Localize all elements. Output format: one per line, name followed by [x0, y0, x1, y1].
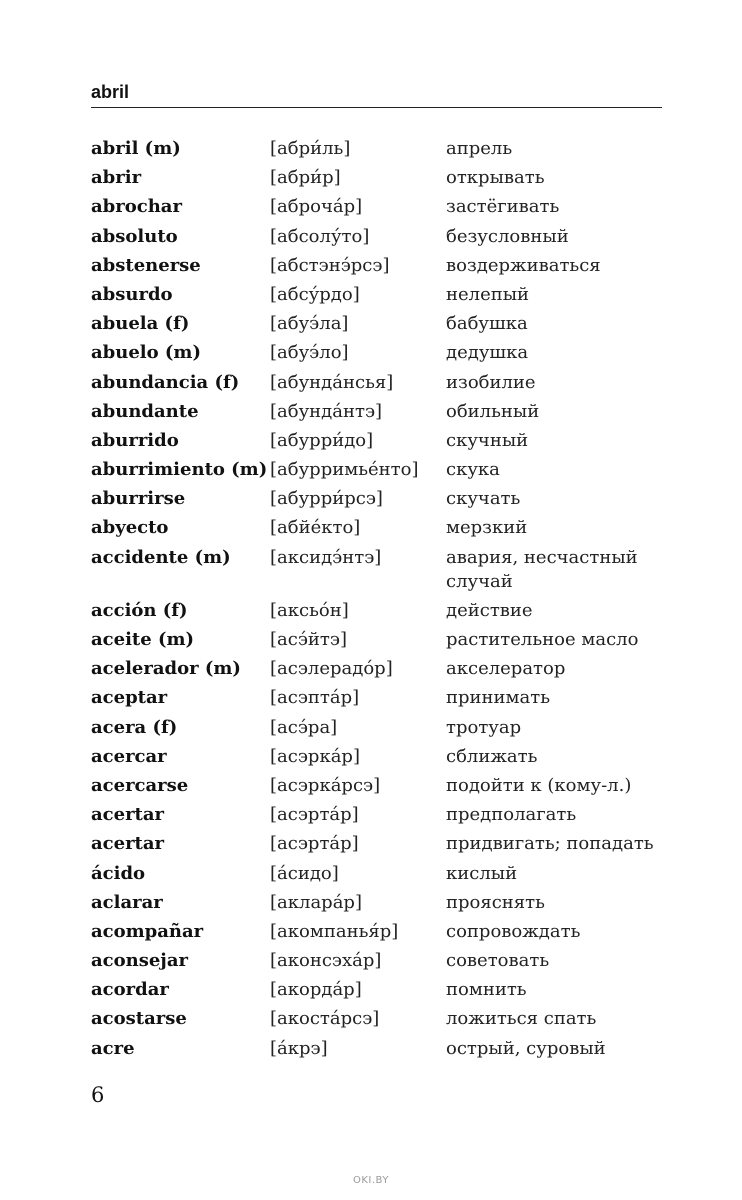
- entry-transcription: [а́сидо]: [270, 862, 339, 884]
- entry-word: abyecto: [91, 517, 169, 539]
- entry-transcription: [аброча́р]: [270, 196, 363, 218]
- dictionary-entry: [91, 657, 671, 681]
- entry-word: acertar: [91, 804, 165, 826]
- entry-word: absurdo: [91, 283, 173, 305]
- entry-translation: скучный: [446, 429, 529, 451]
- entry-transcription: [абуэ́ла]: [270, 313, 349, 335]
- dictionary-entry: [91, 716, 671, 740]
- entry-translation: советовать: [446, 950, 550, 972]
- dictionary-entry: [91, 400, 671, 424]
- entry-word: aceptar: [91, 687, 168, 709]
- entry-translation: действие: [446, 599, 533, 621]
- entry-transcription: [асэлерадо́р]: [270, 658, 393, 680]
- dictionary-entry: [91, 1007, 671, 1031]
- entry-word: aburrirse: [91, 488, 186, 510]
- entry-transcription: [асэрта́р]: [270, 804, 359, 826]
- entry-word: acertar: [91, 833, 165, 855]
- entry-translation: мерзкий: [446, 517, 528, 539]
- entry-transcription: [акомпанья́р]: [270, 920, 399, 942]
- dictionary-entry: [91, 920, 671, 944]
- entry-word: aburrido: [91, 429, 179, 451]
- entry-translation: сопровождать: [446, 920, 581, 942]
- entry-word: aceite (m): [91, 629, 195, 650]
- entry-word: abundancia (f): [91, 371, 240, 393]
- entry-transcription: [абурри́рсэ]: [270, 488, 383, 510]
- entry-transcription: [абурримье́нто]: [270, 459, 419, 481]
- entry-word: acelerador (m): [91, 658, 241, 680]
- dictionary-entry: [91, 487, 671, 511]
- entry-transcription: [абри́р]: [270, 167, 341, 189]
- entry-translation: воздерживаться: [446, 254, 601, 276]
- dictionary-entry: [91, 978, 671, 1002]
- entry-transcription: [асэпта́р]: [270, 687, 360, 709]
- entry-translation: нелепый: [446, 283, 530, 305]
- entry-translation: апрель: [446, 138, 513, 159]
- entry-word: acordar: [91, 979, 169, 1001]
- entry-translation: скука: [446, 459, 500, 481]
- entry-translation: кислый: [446, 862, 518, 884]
- dictionary-entry: [91, 458, 671, 482]
- entry-translation: скучать: [446, 488, 521, 510]
- dictionary-entry: [91, 599, 671, 623]
- entry-word: abril (m): [91, 138, 181, 159]
- dictionary-entry: [91, 283, 671, 307]
- dictionary-entry: [91, 516, 671, 540]
- entry-transcription: [абстэнэ́рсэ]: [270, 254, 390, 276]
- entry-translation: принимать: [446, 687, 551, 709]
- dictionary-entry: [91, 745, 671, 769]
- entry-translation: безусловный: [446, 225, 569, 247]
- dictionary-entry: [91, 803, 671, 827]
- entry-word: aburrimiento (m): [91, 459, 268, 481]
- watermark: OKI.BY: [353, 1175, 389, 1186]
- entry-transcription: [абри́ль]: [270, 138, 351, 159]
- entry-word: abstenerse: [91, 254, 201, 276]
- entry-transcription: [асэ́ра]: [270, 716, 338, 738]
- dictionary-entry: [91, 774, 671, 798]
- entry-transcription: [абсу́рдо]: [270, 283, 360, 305]
- dictionary-entry: [91, 429, 671, 453]
- running-head: abril: [91, 82, 130, 102]
- dictionary-entry: [91, 686, 671, 710]
- entry-transcription: [асэрта́р]: [270, 833, 359, 855]
- entry-word: ácido: [91, 862, 146, 884]
- entry-word: aclarar: [91, 891, 163, 913]
- entry-transcription: [асэрка́рсэ]: [270, 774, 381, 796]
- entry-transcription: [а́крэ]: [270, 1037, 328, 1059]
- entry-translation: изобилие: [446, 371, 536, 393]
- entry-translation: прояснять: [446, 891, 545, 913]
- dictionary-entry: [91, 341, 671, 365]
- entry-translation: бабушка: [446, 313, 528, 335]
- dictionary-entry: [91, 166, 671, 190]
- entry-transcription: [аконсэха́р]: [270, 950, 382, 972]
- entry-word: acompañar: [91, 920, 204, 942]
- dictionary-entry: [91, 195, 671, 219]
- dictionary-entry: [91, 628, 671, 652]
- entry-transcription: [абуэ́ло]: [270, 342, 349, 364]
- entry-word: abundante: [91, 400, 199, 422]
- entry-transcription: [абунда́нтэ]: [270, 400, 383, 422]
- dictionary-entries: [91, 137, 671, 1066]
- entry-word: acera (f): [91, 716, 178, 738]
- header-divider: [91, 107, 662, 108]
- entry-word: acción (f): [91, 599, 188, 621]
- entry-translation: акселератор: [446, 658, 566, 680]
- dictionary-entry: [91, 137, 671, 161]
- entry-translation: растительное масло: [446, 629, 639, 650]
- entry-translation: ложиться спать: [446, 1008, 597, 1030]
- page-number: 6: [91, 1083, 105, 1107]
- dictionary-entry: [91, 949, 671, 973]
- entry-transcription: [абйе́кто]: [270, 517, 361, 539]
- entry-word: acercarse: [91, 774, 189, 796]
- entry-transcription: [акоста́рсэ]: [270, 1008, 380, 1030]
- entry-word: acre: [91, 1037, 135, 1059]
- dictionary-entry: [91, 1037, 671, 1061]
- entry-word: abuelo (m): [91, 342, 201, 364]
- entry-word: accidente (m): [91, 546, 231, 568]
- entry-transcription: [аклара́р]: [270, 891, 362, 913]
- entry-translation: авария, несчастный случай: [446, 546, 638, 592]
- dictionary-entry: [91, 225, 671, 249]
- entry-transcription: [абсолу́то]: [270, 225, 370, 247]
- entry-transcription: [асэ́йтэ]: [270, 629, 347, 650]
- dictionary-entry: [91, 862, 671, 886]
- dictionary-entry: [91, 546, 671, 594]
- entry-word: abuela (f): [91, 313, 190, 335]
- entry-translation: предполагать: [446, 804, 577, 826]
- entry-translation: сближать: [446, 745, 538, 767]
- entry-transcription: [аксидэ́нтэ]: [270, 546, 382, 568]
- entry-word: acercar: [91, 745, 167, 767]
- entry-translation: застёгивать: [446, 196, 560, 218]
- entry-translation: обильный: [446, 400, 540, 422]
- entry-word: aconsejar: [91, 950, 188, 972]
- entry-transcription: [абурри́до]: [270, 429, 374, 451]
- dictionary-entry: [91, 312, 671, 336]
- entry-transcription: [абунда́нсья]: [270, 371, 394, 393]
- entry-translation: подойти к (кому-л.): [446, 774, 632, 796]
- entry-translation: открывать: [446, 167, 545, 189]
- entry-translation: острый, суровый: [446, 1037, 606, 1059]
- entry-word: absoluto: [91, 225, 178, 247]
- entry-word: acostarse: [91, 1008, 187, 1030]
- entry-translation: придвигать; попадать: [446, 833, 654, 855]
- entry-transcription: [акорда́р]: [270, 979, 362, 1001]
- entry-translation: дедушка: [446, 342, 529, 364]
- entry-word: abrochar: [91, 196, 182, 218]
- dictionary-entry: [91, 254, 671, 278]
- entry-translation: тротуар: [446, 716, 522, 738]
- dictionary-entry: [91, 832, 671, 856]
- dictionary-entry: [91, 371, 671, 395]
- entry-transcription: [аксьо́н]: [270, 599, 349, 621]
- entry-translation: помнить: [446, 979, 527, 1001]
- entry-word: abrir: [91, 167, 142, 189]
- entry-transcription: [асэрка́р]: [270, 745, 360, 767]
- dictionary-entry: [91, 891, 671, 915]
